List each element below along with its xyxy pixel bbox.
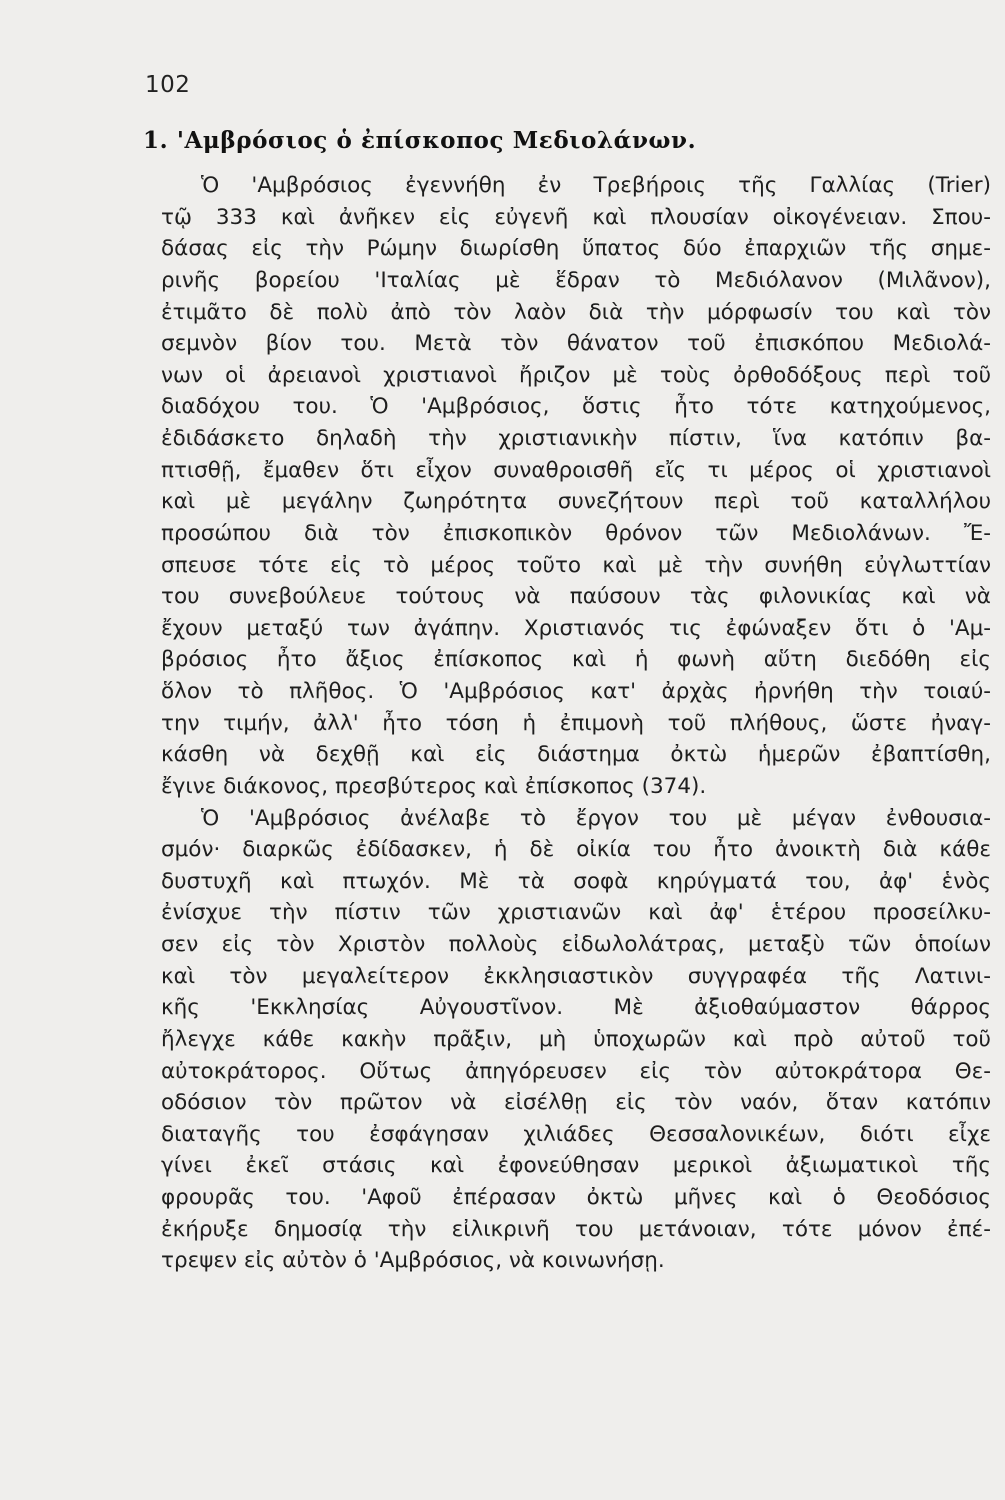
text-line: ἔχουν μεταξύ των ἀγάπην. Χριστιανός τις ἐφώναξεν ὅτι ὁ 'Αμ- [161, 615, 992, 641]
text-line: νων οἱ ἀρειανοὶ χριστιανοὶ ἤριζον μὲ τοὺς ὀρθοδόξους περὶ τοῦ [161, 362, 992, 388]
text-line: ἔγινε διάκονος, πρεσβύτερος καὶ ἐπίσκοπος (374). [161, 773, 707, 799]
text-line: καὶ μὲ μεγάλην ζωηρότητα συνεζήτουν περὶ τοῦ καταλλήλου [161, 489, 992, 515]
text-line: ρινῆς βορείου 'Ιταλίας μὲ ἕδραν τὸ Μεδιόλανον (Μιλᾶνον), [161, 267, 991, 293]
section-title: 1. 'Αμβρόσιος ὁ ἐπίσκοπος Μεδιολάνων. [143, 127, 697, 154]
text-line: σμόν· διαρκῶς ἐδίδασκεν, ἡ δὲ οἰκία του ἦτο ἀνοικτὴ διὰ κάθε [161, 837, 992, 863]
text-line: δυστυχῆ καὶ πτωχόν. Μὲ τὰ σοφὰ κηρύγματά του, ἀφ' ἑνὸς [161, 868, 991, 894]
text-line: δάσας εἰς τὴν Ρώμην διωρίσθη ὕπατος δύο ἐπαρχιῶν τῆς σημε- [161, 236, 992, 262]
text-line: γίνει ἐκεῖ στάσις καὶ ἐφονεύθησαν μερικοὶ ἀξιωματικοὶ τῆς [161, 1153, 992, 1179]
text-line: αὐτοκράτορος. Οὕτως ἀπηγόρευσεν εἰς τὸν αὐτοκράτορα Θε- [161, 1058, 992, 1084]
text-line: βρόσιος ἦτο ἄξιος ἐπίσκοπος καὶ ἡ φωνὴ αὕτη διεδόθη εἰς [161, 647, 991, 673]
text-line: διαταγῆς του ἐσφάγησαν χιλιάδες Θεσσαλονικέων, διότι εἶχε [161, 1121, 991, 1147]
text-line: φρουρᾶς του. 'Αφοῦ ἐπέρασαν ὀκτὼ μῆνες καὶ ὁ Θεοδόσιος [161, 1185, 992, 1210]
text-line: τρεψεν εἰς αὐτὸν ὁ 'Αμβρόσιος, νὰ κοινωνήσῃ. [161, 1248, 665, 1274]
text-line: Ὁ 'Αμβρόσιος ἀνέλαβε τὸ ἔργον του μὲ μέγαν ἐνθουσια- [201, 805, 991, 831]
text-line: οδόσιον τὸν πρῶτον νὰ εἰσέλθῃ εἰς τὸν ναόν, ὅταν κατόπιν [161, 1090, 991, 1116]
text-line: ἐτιμᾶτο δὲ πολὺ ἀπὸ τὸν λαὸν διὰ τὴν μόρφωσίν του καὶ τὸν [161, 299, 991, 325]
text-line: κάσθη νὰ δεχθῇ καὶ εἰς διάστημα ὀκτὼ ἡμερῶν ἐβαπτίσθη, [161, 742, 991, 768]
text-line: του συνεβούλευε τούτους νὰ παύσουν τὰς φιλονικίας καὶ νὰ [161, 584, 991, 610]
text-line: σπευσε τότε εἰς τὸ μέρος τοῦτο καὶ μὲ τὴν συνήθη εὐγλωττίαν [161, 552, 991, 578]
text-line: προσώπου διὰ τὸν ἐπισκοπικὸν θρόνον τῶν Μεδιολάνων. Ἔ- [161, 520, 992, 546]
text-line: κῆς 'Εκκλησίας Αὐγουστῖνον. Μὲ ἀξιοθαύμαστον θάρρος [161, 995, 991, 1021]
page-number: 102 [145, 72, 191, 98]
text-line: ἐδιδάσκετο δηλαδὴ τὴν χριστιανικὴν πίστιν, ἵνα κατόπιν βα- [161, 426, 992, 451]
text-line: καὶ τὸν μεγαλείτερον ἐκκλησιαστικὸν συγγραφέα τῆς Λατινι- [161, 963, 992, 989]
text-line: την τιμήν, ἀλλ' ἦτο τόση ἡ ἐπιμονὴ τοῦ πλήθους, ὥστε ἠναγ- [161, 710, 991, 736]
text-line: ὅλον τὸ πλῆθος. Ὁ 'Αμβρόσιος κατ' ἀρχὰς ἠρνήθη τὴν τοιαύ- [161, 679, 992, 704]
body-text [161, 170, 991, 1277]
text-line: τῷ 333 καὶ ἀνῆκεν εἰς εὐγενῆ καὶ πλουσίαν οἰκογένειαν. Σπου- [161, 204, 991, 230]
text-line: Ὁ 'Αμβρόσιος ἐγεννήθη ἐν Τρεβήροις τῆς Γαλλίας (Trier) [201, 173, 991, 198]
text-line: πτισθῇ, ἔμαθεν ὅτι εἶχον συναθροισθῆ εἴς τι μέρος οἱ χριστιανοὶ [161, 457, 991, 483]
text-line: διαδόχου του. Ὁ 'Αμβρόσιος, ὅστις ἦτο τότε κατηχούμενος, [161, 394, 992, 420]
text-line: σεν εἰς τὸν Χριστὸν πολλοὺς εἰδωλολάτρας, μεταξὺ τῶν ὁποίων [161, 932, 992, 957]
text-line: ἐκήρυξε δημοσίᾳ τὴν εἰλικρινῆ του μετάνοιαν, τότε μόνον ἐπέ- [161, 1216, 991, 1242]
text-line: ἐνίσχυε τὴν πίστιν τῶν χριστιανῶν καὶ ἀφ' ἑτέρου προσείλκυ- [161, 900, 992, 926]
text-line: ἤλεγχε κάθε κακὴν πρᾶξιν, μὴ ὑποχωρῶν καὶ πρὸ αὐτοῦ τοῦ [161, 1026, 991, 1052]
text-line: σεμνὸν βίον του. Μετὰ τὸν θάνατον τοῦ ἐπισκόπου Μεδιολά- [161, 331, 992, 357]
